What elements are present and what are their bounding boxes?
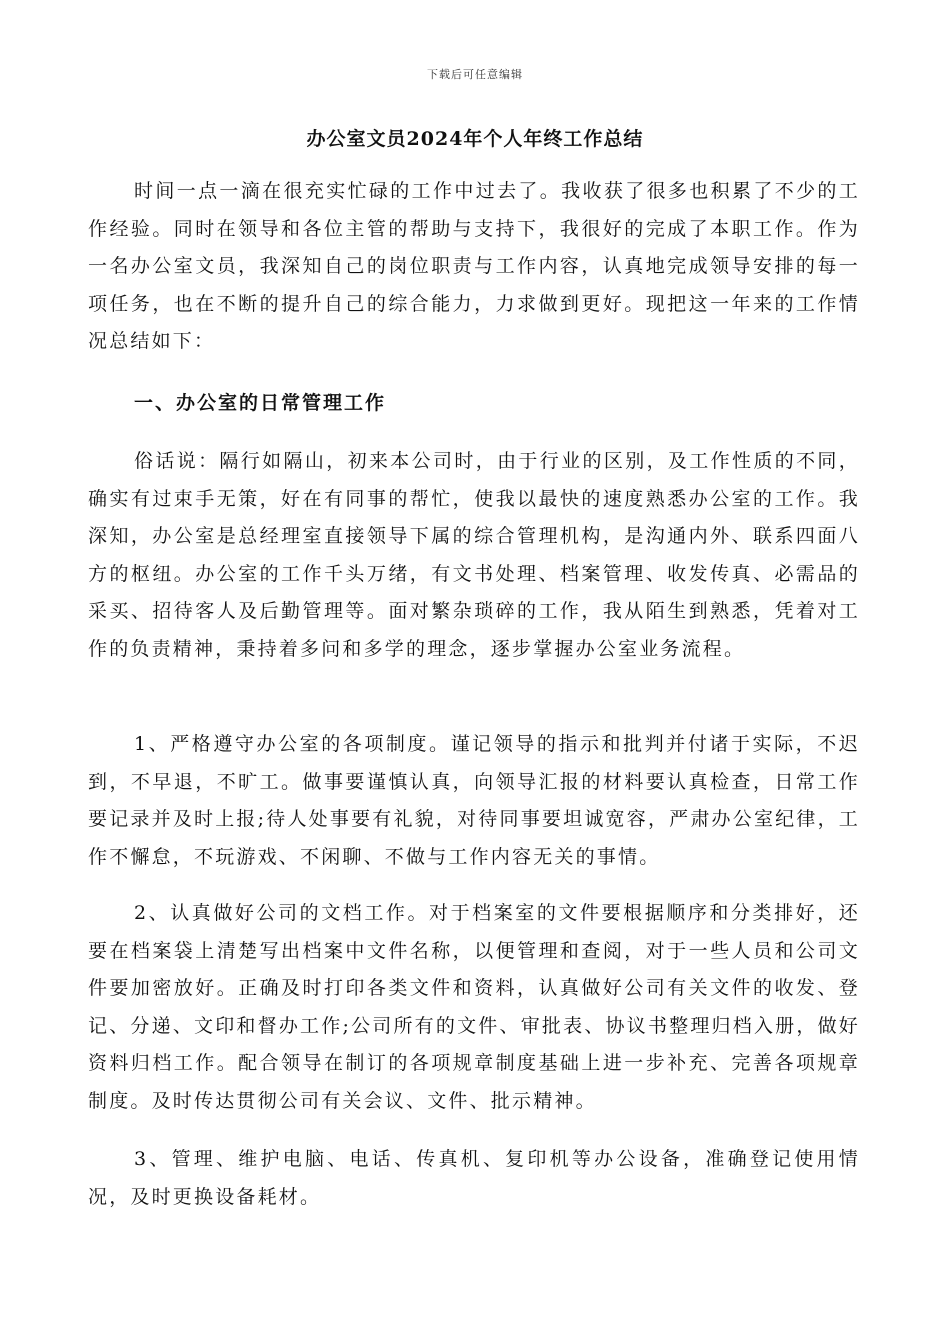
intro-paragraph: 时间一点一滴在很充实忙碌的工作中过去了。我收获了很多也积累了不少的工作经验。同时在领导和各位主管的帮助与支持下，我很好的完成了本职工作。作为一名办公室文员，我深知自己的岗位职责与工作内容，认真地完成领导安排的每一项任务，也在不断的提升自己的综合能力，力求做到更好。现把这一年来的工作情况总结如下：	[88, 180, 860, 353]
list-item-3: 3、管理、维护电脑、电话、传真机、复印机等办公设备，准确登记使用情况，及时更换设备耗材。	[88, 1148, 860, 1208]
list-item-1: 1、严格遵守办公室的各项制度。谨记领导的指示和批判并付诸于实际，不迟到，不早退，不旷工。做事要谨慎认真，向领导汇报的材料要认真检查，日常工作要记录并及时上报;待人处事要有礼貌，对待同事要坦诚宽容，严肃办公室纪律，工作不懈怠，不玩游戏、不闲聊、不做与工作内容无关的事情。	[88, 733, 860, 868]
header-note: 下载后可任意编辑	[427, 68, 523, 81]
document-title: 办公室文员2024年个人年终工作总结	[306, 128, 644, 150]
section-body-paragraph: 俗话说：隔行如隔山，初来本公司时，由于行业的区别，及工作性质的不同，确实有过束手无策，好在有同事的帮忙，使我以最快的速度熟悉办公室的工作。我深知，办公室是总经理室直接领导下属的综合管理机构，是沟通内外、联系四面八方的枢纽。办公室的工作千头万绪，有文书处理、档案管理、收发传真、必需品的采买、招待客人及后勤管理等。面对繁杂琐碎的工作，我从陌生到熟悉，凭着对工作的负责精神，秉持着多问和多学的理念，逐步掌握办公室业务流程。	[88, 450, 860, 660]
list-item-2: 2、认真做好公司的文档工作。对于档案室的文件要根据顺序和分类排好，还要在档案袋上清楚写出档案中文件名称，以便管理和查阅，对于一些人员和公司文件要加密放好。正确及时打印各类文件和资料，认真做好公司有关文件的收发、登记、分递、文印和督办工作;公司所有的文件、审批表、协议书整理归档入册，做好资料归档工作。配合领导在制订的各项规章制度基础上进一步补充、完善各项规章制度。及时传达贯彻公司有关会议、文件、批示精神。	[88, 902, 860, 1112]
section-heading-daily-management: 一、办公室的日常管理工作	[134, 392, 387, 414]
